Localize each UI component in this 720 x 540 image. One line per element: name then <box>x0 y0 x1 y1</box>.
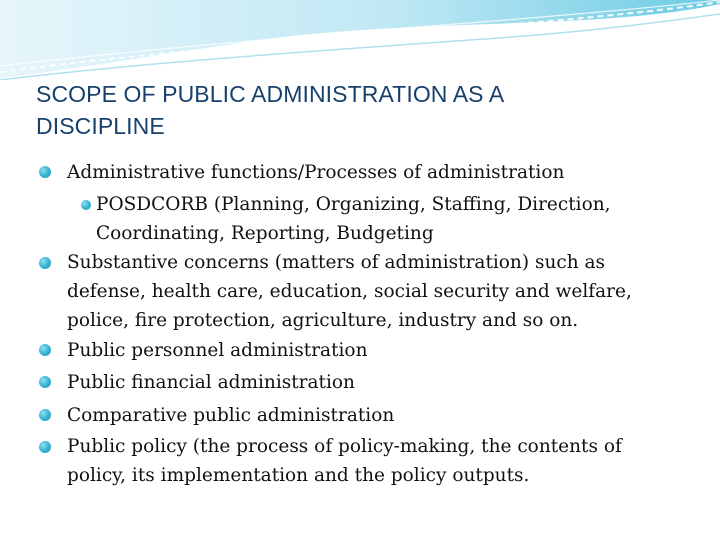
bullet-dot-icon <box>39 441 51 453</box>
bullet-dot-icon <box>39 166 51 178</box>
bullet-text-line1: Public policy (the process of policy-making, the contents of <box>67 436 622 457</box>
sub-bullet-text-line1: POSDCORB (Planning, Organizing, Staffing, Direction, <box>96 193 611 215</box>
bullet-dot-icon <box>39 409 51 421</box>
bullet-list <box>36 157 696 490</box>
sub-bullet-dot-icon <box>81 200 91 210</box>
bullet-item <box>36 400 696 433</box>
bullet-item <box>36 367 696 400</box>
sub-bullet-item <box>67 190 696 248</box>
slide-title-line2: DISCIPLINE <box>36 113 165 139</box>
sub-bullet-list <box>67 190 696 248</box>
bullet-text: Comparative public administration <box>67 404 395 426</box>
bullet-dot-icon <box>39 257 51 269</box>
sub-bullet-text-line2: Coordinating, Reporting, Budgeting <box>96 222 434 244</box>
bullet-dot-icon <box>39 344 51 356</box>
slide-title-line1: SCOPE OF PUBLIC ADMINISTRATION AS A <box>36 81 505 107</box>
slide-content <box>36 157 696 490</box>
bullet-text: Public financial administration <box>67 372 355 393</box>
bullet-text-line1: Substantive concerns (matters of administration) such as <box>67 251 606 273</box>
bullet-text-line2: defense, health care, education, social security and welfare, <box>67 280 632 302</box>
bullet-item <box>36 157 696 248</box>
bullet-text-line3: police, fire protection, agriculture, industry and so on. <box>67 309 579 331</box>
header-wave-decoration <box>0 0 720 80</box>
slide-title <box>36 78 676 142</box>
bullet-dot-icon <box>39 376 51 388</box>
bullet-item <box>36 248 696 335</box>
bullet-text: Administrative functions/Processes of administration <box>67 162 565 183</box>
bullet-text: Public personnel administration <box>67 339 368 361</box>
bullet-text-line2: policy, its implementation and the policy outputs. <box>67 465 530 486</box>
bullet-item <box>36 335 696 368</box>
bullet-item <box>36 432 696 490</box>
